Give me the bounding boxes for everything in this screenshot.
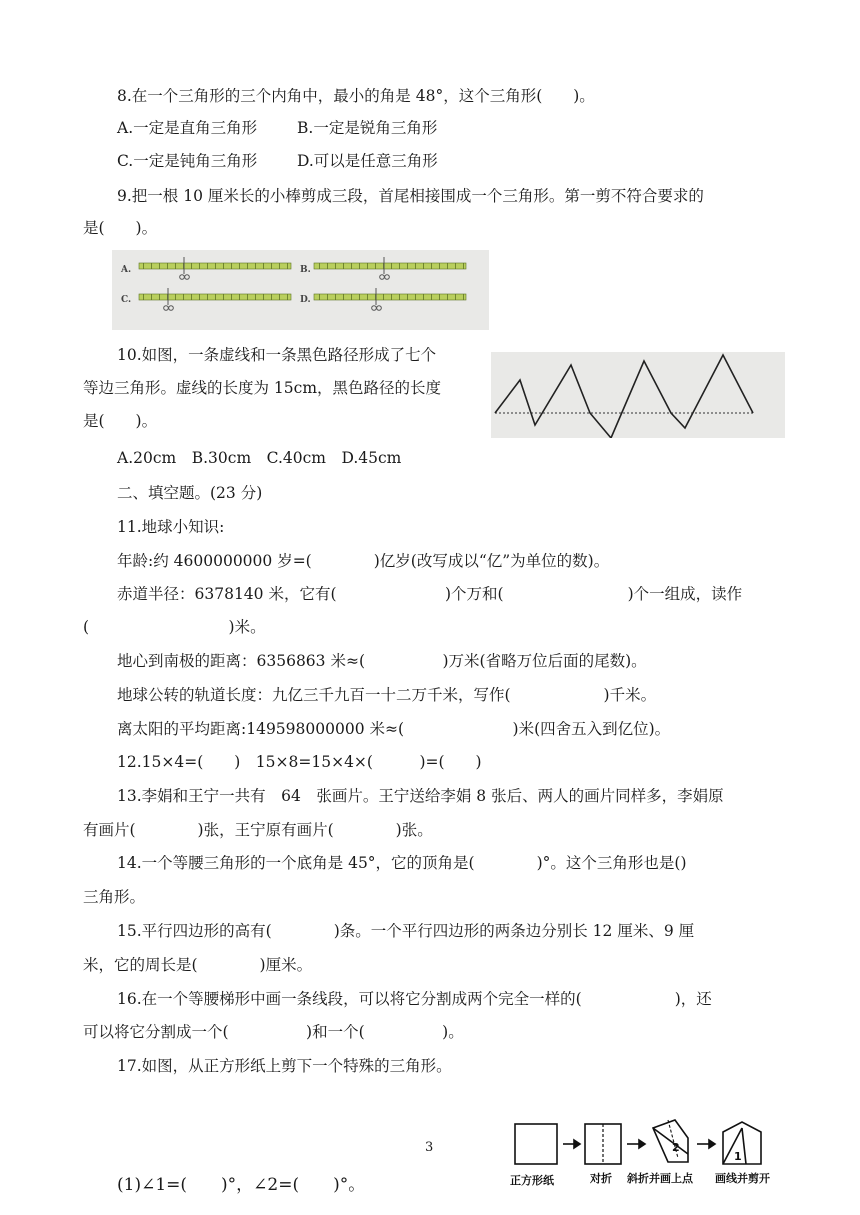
arrow-right-icon bbox=[563, 1140, 580, 1148]
q8-option-d: D.可以是任意三角形 bbox=[297, 152, 438, 170]
q17-draw-and-cut bbox=[723, 1122, 761, 1164]
q17-sub1: (1)∠1=( )°，∠2=( )°。 bbox=[117, 1175, 366, 1195]
arrow-right-icon bbox=[627, 1140, 645, 1148]
q10-line3: 是( )。 bbox=[83, 412, 158, 430]
q17-label-slant: 斜折并画上点 bbox=[627, 1172, 693, 1185]
q11-orbit: 地球公转的轨道长度：九亿三千九百一十二万千米，写作( )千米。 bbox=[117, 686, 657, 704]
q9-label-b: B. bbox=[300, 265, 311, 275]
q17-slant-fold bbox=[653, 1120, 688, 1162]
q17-label-cut: 画线并剪开 bbox=[715, 1172, 770, 1185]
q11-sun: 离太阳的平均距离:149598000000 米≈( )米(四舍五入到亿位)。 bbox=[117, 720, 671, 738]
section2-heading: 二、填空题。(23 分) bbox=[117, 484, 263, 502]
q8-option-c: C.一定是钝角三角形 bbox=[117, 152, 258, 170]
q9-label-d: D. bbox=[300, 295, 311, 305]
q16-line1: 16.在一个等腰梯形中画一条线段，可以将它分割成两个完全一样的( )，还 bbox=[117, 990, 712, 1008]
q8-option-b: B.一定是锐角三角形 bbox=[297, 119, 438, 137]
q17-label-square: 正方形纸 bbox=[510, 1174, 554, 1187]
q9-sticks-figure bbox=[112, 250, 489, 330]
q17-fold-half bbox=[585, 1124, 621, 1164]
q11-title: 11.地球小知识: bbox=[117, 518, 225, 536]
q9-stick-b bbox=[314, 263, 466, 269]
q14-line1: 14.一个等腰三角形的一个底角是 45°，它的顶角是( )°。这个三角形也是() bbox=[117, 854, 687, 872]
q8-option-a: A.一定是直角三角形 bbox=[117, 119, 258, 137]
q17-square-paper bbox=[515, 1124, 557, 1164]
q13-line1: 13.李娟和王宁一共有 64 张画片。王宁送给李娟 8 张后、两人的画片同样多，李娟原 bbox=[117, 787, 724, 805]
page-number: 3 bbox=[425, 1140, 434, 1155]
q17-label-fold: 对折 bbox=[590, 1172, 612, 1185]
q17-angle-mark-2: 2 bbox=[672, 1141, 680, 1154]
q9-stick-c bbox=[139, 294, 291, 300]
q14-line2: 三角形。 bbox=[83, 888, 146, 906]
q11-age: 年龄:约 4600000000 岁=( )亿岁(改写成以“亿”为单位的数)。 bbox=[117, 552, 610, 570]
q9-stick-d bbox=[314, 294, 466, 300]
q15-line1: 15.平行四边形的高有( )条。一个平行四边形的两条边分别长 12 厘米、9 厘 bbox=[117, 922, 695, 940]
q11-radius-line2: ( )米。 bbox=[83, 618, 266, 636]
q10-line1: 10.如图，一条虚线和一条黑色路径形成了七个 bbox=[117, 346, 437, 364]
arrow-right-icon bbox=[697, 1140, 715, 1148]
q16-line2: 可以将它分割成一个( )和一个( )。 bbox=[83, 1023, 464, 1041]
q9-stick-a bbox=[139, 263, 291, 269]
q11-radius-line1: 赤道半径：6378140 米，它有( )个万和( )个一组成，读作 bbox=[117, 585, 743, 603]
q10-zigzag-figure bbox=[491, 352, 785, 438]
q17-stem: 17.如图，从正方形纸上剪下一个特殊的三角形。 bbox=[117, 1057, 452, 1075]
q9-label-a: A. bbox=[121, 265, 132, 275]
q11-pole: 地心到南极的距离：6356863 米≈( )万米(省略万位后面的尾数)。 bbox=[117, 652, 647, 670]
q9-stem-line2: 是( )。 bbox=[83, 219, 158, 237]
q9-label-c: C. bbox=[121, 295, 132, 305]
q8-stem: 8.在一个三角形的三个内角中，最小的角是 48°，这个三角形( )。 bbox=[117, 87, 595, 105]
q10-options: A.20cm B.30cm C.40cm D.45cm bbox=[117, 449, 402, 467]
q17-folding-steps-figure bbox=[510, 1118, 782, 1190]
q13-line2: 有画片( )张，王宁原有画片( )张。 bbox=[83, 821, 433, 839]
q10-line2: 等边三角形。虚线的长度为 15cm，黑色路径的长度 bbox=[83, 379, 442, 397]
q15-line2: 米，它的周长是( )厘米。 bbox=[83, 956, 313, 974]
q12-text: 12.15×4=( ) 15×8=15×4×( )=( ) bbox=[117, 753, 482, 771]
q17-angle-mark-1: 1 bbox=[734, 1150, 742, 1163]
q9-stem-line1: 9.把一根 10 厘米长的小棒剪成三段，首尾相接围成一个三角形。第一剪不符合要求的 bbox=[117, 187, 704, 205]
